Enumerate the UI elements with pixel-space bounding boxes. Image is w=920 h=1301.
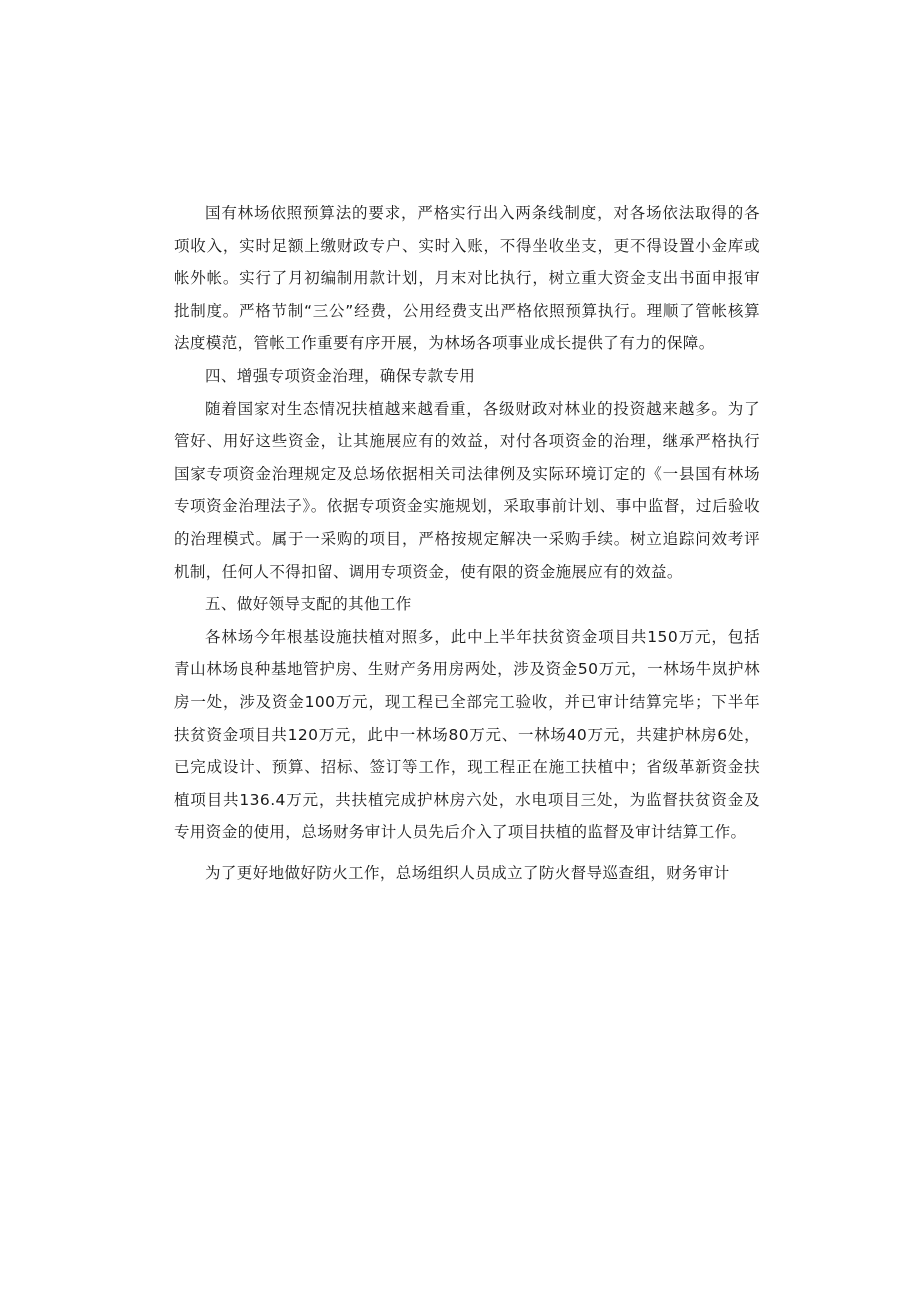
paragraph-infrastructure-projects: 各林场今年根基设施扶植对照多，此中上半年扶贫资金项目共150万元，包括青山林场良种基地管护房、生财产务用房两处，涉及资金50万元，一林场牛岚护林房一处，涉及资金100万元，现工程已全部完工验收，并已审计结算完毕；下半年扶贫资金项目共120万元，此中一林场80万元、一林场40万元，共建护林房6处，已完成设计、预算、招标、签订等工作，现工程正在施工扶植中；省级革新资金扶植项目共136.4万元，共扶植完成护林房六处，水电项目三处，为监督扶贫资金及专用资金的使用，总场财务审计人员先后介入了项目扶植的监督及审计结算工作。: [174, 627, 760, 842]
document-body: [174, 197, 760, 889]
section-heading-special-funds: 四、增强专项资金治理，确保专款专用: [205, 366, 476, 385]
paragraph-budget-management: 国有林场依照预算法的要求，严格实行出入两条线制度，对各场依法取得的各项收入，实时足额上缴财政专户、实时入账，不得坐收坐支，更不得设置小金库或帐外帐。实行了月初编制用款计划，月末对比执行，树立重大资金支出书面申报审批制度。严格节制“三公”经费，公用经费支出严格依照预算执行。理顺了管帐核算法度模范，管帐工作重要有序开展，为林场各项事业成长提供了有力的保障。: [174, 204, 760, 353]
paragraph-fire-prevention: 为了更好地做好防火工作，总场组织人员成立了防火督导巡查组，财务审计: [205, 863, 730, 882]
paragraph-special-funds: 随着国家对生态情况扶植越来越看重，各级财政对林业的投资越来越多。为了管好、用好这些资金，让其施展应有的效益，对付各项资金的治理，继承严格执行国家专项资金治理规定及总场依据相关司法律例及实际环境订定的《一县国有林场专项资金治理法子》。依据专项资金实施规划，采取事前计划、事中监督，过后验收的治理模式。属于一采购的项目，严格按规定解决一采购手续。树立追踪问效考评机制，任何人不得扣留、调用专项资金，使有限的资金施展应有的效益。: [174, 399, 760, 581]
section-heading-other-work: 五、做好领导支配的其他工作: [205, 595, 412, 614]
